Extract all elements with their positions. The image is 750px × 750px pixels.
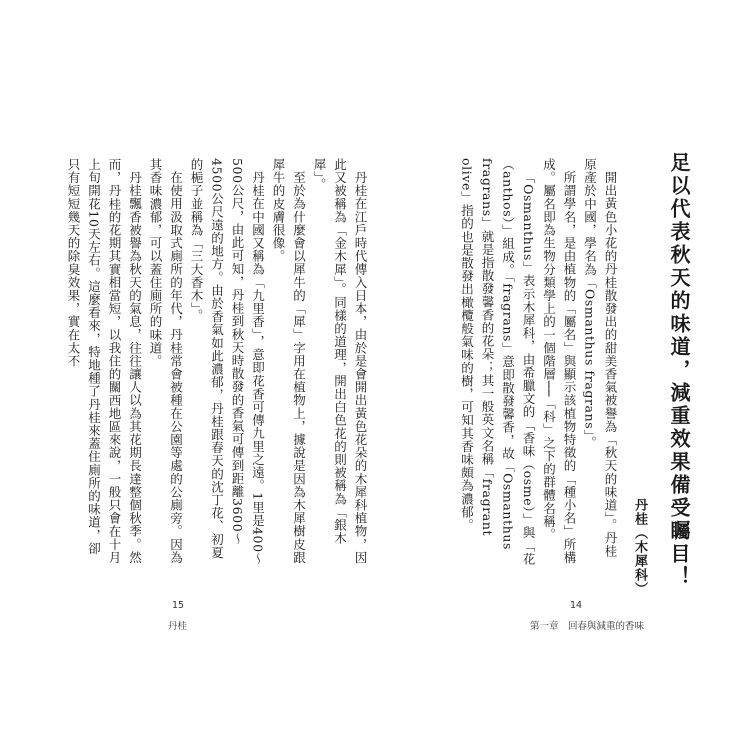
paragraph: 丹桂在江戶時代傳入日本，由於是會開出黃色花朵的木犀科植物，因此又被稱為「金木犀」。同樣的道理，開出白色花的則被稱為「銀木犀」。 <box>312 158 368 564</box>
paragraph: 「Osmanthus」表示木犀科，由希臘文的「香味（osme）」與「花（anthos）」組成。「fragrans」意即散發馨香，故「Osmanthus fragrans」就是指散發馨香的花朵；其一般英文名稱「fragrant olive」指的也是散發出橄欖般氣味的樹，可知其香味頗為濃郁。 <box>459 158 536 565</box>
running-head: 丹桂 <box>168 621 188 632</box>
paragraph: 丹桂飄香被譽為秋天的氣息，往往讓人以為其花期長達整個秋季。然而，丹桂的花期其實相當短，以我住的關西地區來說，一般只會在十月上旬開花10天左右。這麼看來，特地種了丹桂來蓋住廁所的味道，卻只有短短幾天的除臭效果，實在太不 <box>66 158 143 565</box>
paragraph: 至於為什麼會以犀牛的「犀」字用在植物上，據說是因為木犀樹皮跟犀牛的皮膚很像。 <box>271 158 307 564</box>
chapter-title: 足以代表秋天的味道，減重效果備受矚目！ <box>667 152 691 589</box>
page-number: 14 <box>570 600 583 611</box>
paragraph: 開出黃色小花的丹桂散發出的甜美香氣被譽為「秋天的味道」。丹桂原產於中國，學名為「Osmanthus fragrans」。 <box>582 158 618 558</box>
plant-name: 丹桂（木犀科） <box>632 498 647 596</box>
right-body-text <box>430 158 620 566</box>
right-page <box>375 0 750 750</box>
paragraph: 丹桂在中國又稱為「九里香」，意即花香可傳九里之遠。1里是400～500公尺，由此可知，丹桂到秋天時散發的香氣可傳到距離3600～4500公尺遠的地方。由於香氣如此濃郁，丹桂跟春天的沈丁花、初夏的梔子並稱為「三大香木」。 <box>189 158 266 566</box>
paragraph: 在使用汲取式廁所的年代，丹桂常會被種在公園等處的公廁旁。因為其香味濃郁，可以蓋住廁所的味道。 <box>148 158 184 564</box>
left-body-text <box>66 158 370 566</box>
paragraph: 所謂學名，是由植物的「屬名」與顯示該植物特徵的「種小名」所構成。屬名即為生物分類學上的一個階層──「科」之下的群體名稱。 <box>541 158 577 564</box>
running-head: 第一章 回春與減重的香味 <box>530 621 645 632</box>
page-number: 15 <box>172 600 185 611</box>
